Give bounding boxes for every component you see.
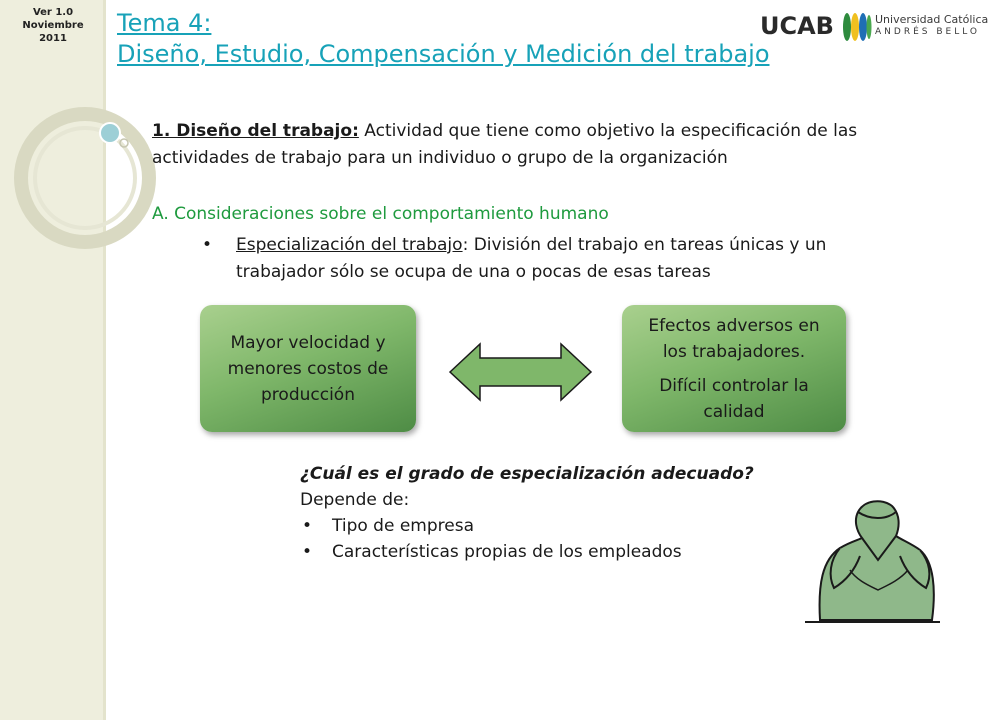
logo-line-1: Universidad Católica — [875, 13, 988, 26]
drawbacks-box — [622, 305, 846, 432]
title-line-1: Tema 4: — [117, 9, 212, 37]
logo-line-2: ANDRÉS BELLO — [875, 27, 980, 37]
question-text: ¿Cuál es el grado de especialización adecuado? — [300, 464, 754, 484]
bullet-term: Especialización del trabajo — [236, 235, 463, 255]
logo-university-text — [875, 14, 988, 38]
section-a-heading: A. Consideraciones sobre el comportamiento humano — [152, 204, 609, 224]
version-label — [8, 6, 98, 45]
bullet-dot: • — [302, 516, 313, 536]
question-block — [300, 461, 754, 565]
depends-label: Depende de: — [300, 490, 410, 510]
bullet-dot: • — [202, 235, 213, 255]
benefits-box — [200, 305, 416, 432]
version-month: Noviembre — [22, 20, 84, 31]
version-year: 2011 — [39, 33, 67, 44]
list-item — [300, 513, 754, 539]
drawbacks-text-2: Difícil controlar la calidad — [659, 375, 809, 422]
double-arrow-icon — [448, 342, 593, 402]
stressed-worker-icon — [800, 490, 945, 630]
drawbacks-text-1: Efectos adversos en los trabajadores. — [648, 315, 820, 362]
section-1-heading: 1. Diseño del trabajo: — [152, 121, 359, 141]
logo-ucab-text: UCAB — [760, 12, 834, 40]
version-number: Ver 1.0 — [32, 7, 74, 18]
bullet-text — [236, 232, 916, 286]
bullet-description: : División del trabajo en tareas únicas y un trabajador sólo se ocupa de una o pocas de esas tareas — [236, 235, 827, 282]
list-item-text: Tipo de empresa — [332, 516, 474, 536]
benefits-text: Mayor velocidad y menores costos de producción — [227, 332, 389, 405]
depends-list — [300, 513, 754, 565]
page-title — [117, 8, 770, 70]
bullet-dot: • — [302, 542, 313, 562]
ucab-logo — [760, 8, 988, 44]
section-1-text: Actividad que tiene como objetivo la especificación de las actividades de trabajo para un individuo o grupo de la organización — [152, 121, 858, 168]
list-item — [300, 539, 754, 565]
title-line-2: Diseño, Estudio, Compensación y Medición del trabajo — [117, 40, 770, 68]
list-item-text: Características propias de los empleados — [332, 542, 682, 562]
section-1-paragraph — [152, 118, 912, 172]
logo-leaves-icon — [842, 10, 872, 44]
